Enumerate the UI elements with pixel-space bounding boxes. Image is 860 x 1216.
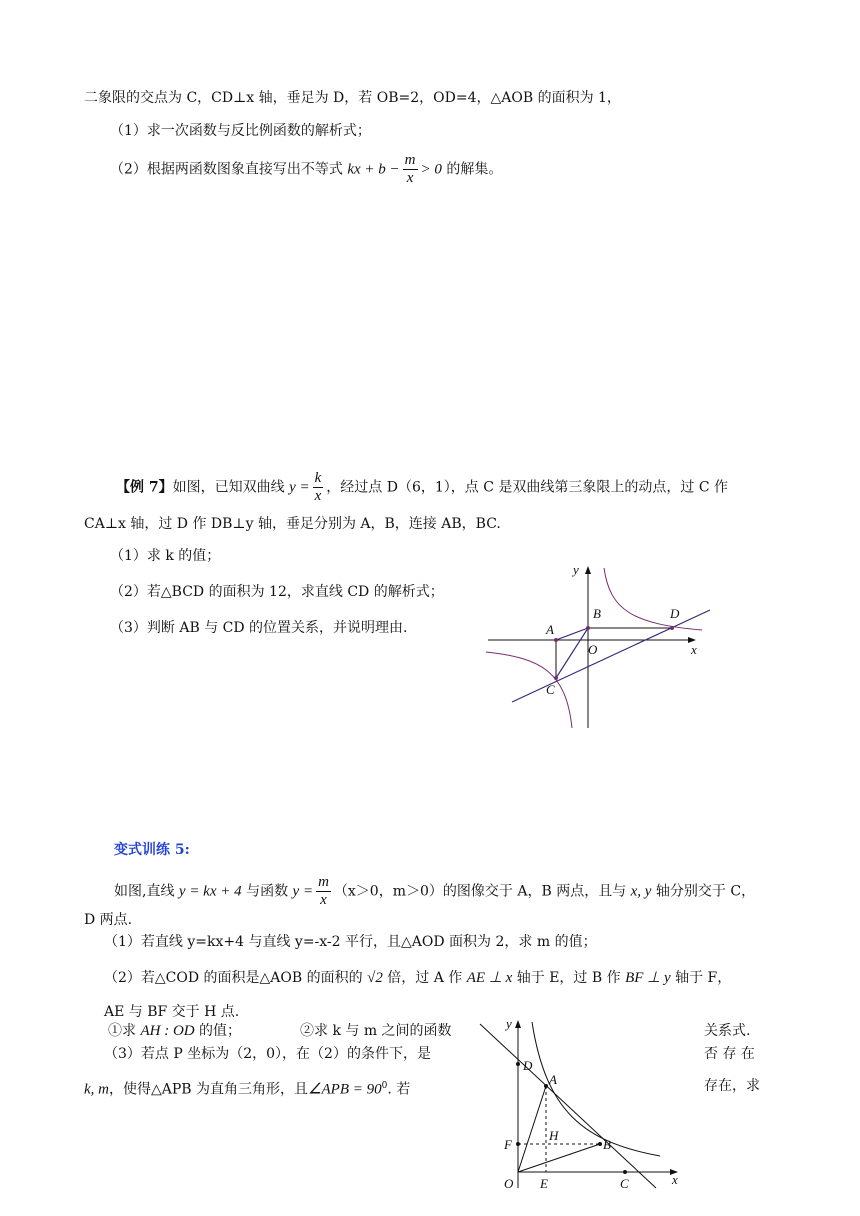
example-7-text-b: ，经过点 D（6，1），点 C 是双曲线第三象限上的动点，过 C 作: [326, 479, 728, 496]
q2-text-b: 倍，过 A 作: [382, 970, 467, 986]
fig7-label-d: D: [670, 606, 680, 621]
fig5-label-e: E: [540, 1176, 548, 1191]
inequality-right: > 0: [420, 161, 442, 178]
ae-perp-x: AE ⊥ x: [466, 970, 513, 986]
question-2: [110, 152, 502, 187]
fig7-label-a: A: [546, 622, 554, 637]
example-7-question-3: （3）判断 AB 与 CD 的位置关系，并说明理由.: [110, 620, 408, 636]
fraction-numerator: m: [318, 874, 329, 890]
k-m: k, m: [84, 1081, 109, 1098]
question-2-prefix: （2）根据两函数图象直接写出不等式: [110, 161, 348, 178]
variant-5-question-2-part-i: [108, 1021, 241, 1041]
fig5-label-b: B: [603, 1137, 611, 1152]
fraction-denominator: x: [320, 892, 327, 908]
xy-axes: x, y: [630, 883, 652, 900]
variant-5-question-2-part-ii: ②求 k 与 m 之间的函数: [300, 1023, 452, 1039]
fig7-label-b: B: [593, 606, 601, 621]
fraction-numerator: k: [314, 470, 322, 486]
q2-text-d: 轴于 F，: [670, 970, 732, 986]
q3-text-b2: . 若: [387, 1081, 411, 1098]
variant-5-question-3-tail: 否 存 在: [704, 1046, 755, 1062]
example-7-question-2: （2）若△BCD 的面积为 12，求直线 CD 的解析式；: [110, 584, 444, 600]
question-2-suffix: 的解集。: [441, 161, 503, 178]
fig5-label-y: y: [506, 1016, 512, 1031]
bf-perp-y: BF ⊥ y: [625, 970, 671, 986]
problem-continuation-line: 二象限的交点为 C，CD⊥x 轴，垂足为 D，若 OB=2，OD=4，△AOB 的面积为 1，: [84, 90, 621, 106]
variant-5-text-b: 与函数: [241, 883, 293, 900]
ah-od-ratio: AH : OD: [140, 1023, 195, 1039]
q2-i-text-b: 的值；: [194, 1023, 242, 1039]
fig5-label-d: D: [523, 1058, 533, 1073]
fig5-label-x: x: [672, 1172, 678, 1187]
variant-5-question-3-tail-2: 存在，求: [704, 1078, 760, 1094]
degree-superscript: 0: [381, 1081, 388, 1091]
variant-5-line-2: D 两点.: [84, 912, 133, 928]
q2-text-a: （2）若△COD 的面积是△AOB 的面积的: [104, 970, 368, 986]
example-7-text-a: 如图，已知双曲线: [172, 479, 290, 496]
fraction-m-over-x: [316, 874, 331, 909]
variant-5-text-d: 轴分别交于 C，: [651, 883, 756, 900]
variant-5-figure: [476, 1016, 686, 1196]
example-7-intro: [116, 470, 728, 505]
fig5-label-h: H: [549, 1128, 559, 1143]
inequality-left: kx + b −: [347, 161, 400, 178]
variant-5-intro: [114, 874, 755, 909]
fig5-label-c: C: [620, 1176, 629, 1191]
variant-5-question-2: [104, 968, 731, 988]
fig7-label-x: x: [691, 642, 697, 657]
fig7-label-y: y: [573, 562, 579, 577]
q2-i-text-a: ①求: [108, 1023, 141, 1039]
variant-5-title: 变式训练 5:: [114, 842, 190, 858]
fig7-label-c: C: [546, 682, 555, 697]
example-7-line-2: CA⊥x 轴，过 D 作 DB⊥y 轴，垂足分别为 A，B，连接 AB，BC.: [84, 516, 501, 532]
example-7-question-1: （1）求 k 的值；: [110, 548, 221, 564]
example-7-label: 【例 7】: [116, 479, 173, 496]
fig5-label-a: A: [549, 1072, 557, 1087]
line-equation: y = kx + 4: [178, 883, 242, 900]
variant-5-text-c: （x＞0，m＞0）的图像交于 A，B 两点，且与: [333, 883, 631, 900]
variant-5-question-3: （3）若点 P 坐标为（2，0），在（2）的条件下，是: [104, 1046, 431, 1062]
equation-y: y =: [289, 479, 310, 496]
fraction-denominator: x: [406, 170, 414, 186]
fig7-label-o: O: [588, 642, 598, 657]
angle-apb: ∠APB = 90: [308, 1081, 382, 1098]
equation-y: y =: [292, 883, 314, 900]
sqrt-2: √2: [367, 970, 383, 986]
variant-5-question-3-line-2: [84, 1076, 410, 1100]
q3-text-b: ，使得△APB 为直角三角形，且: [109, 1081, 309, 1098]
fraction-numerator: m: [404, 152, 416, 168]
q2-text-c: 轴于 E，过 B 作: [512, 970, 626, 986]
fig5-label-o: O: [504, 1176, 514, 1191]
fraction-denominator: x: [314, 488, 322, 504]
variant-5-question-2-line-2: AE 与 BF 交于 H 点.: [104, 1004, 240, 1020]
example-7-figure: [482, 562, 712, 732]
variant-5-text-a: 如图,直线: [114, 883, 179, 900]
question-1: （1）求一次函数与反比例函数的解析式；: [110, 123, 371, 139]
fig5-label-f: F: [504, 1137, 512, 1152]
fraction-k-over-x: [313, 470, 324, 505]
variant-5-question-1: （1）若直线 y=kx+4 与直线 y=-x-2 平行，且△AOD 面积为 2，求 m 的值；: [104, 934, 597, 950]
fraction-m-over-x: [403, 152, 418, 187]
variant-5-question-2-part-ii-tail: 关系式.: [704, 1023, 751, 1039]
